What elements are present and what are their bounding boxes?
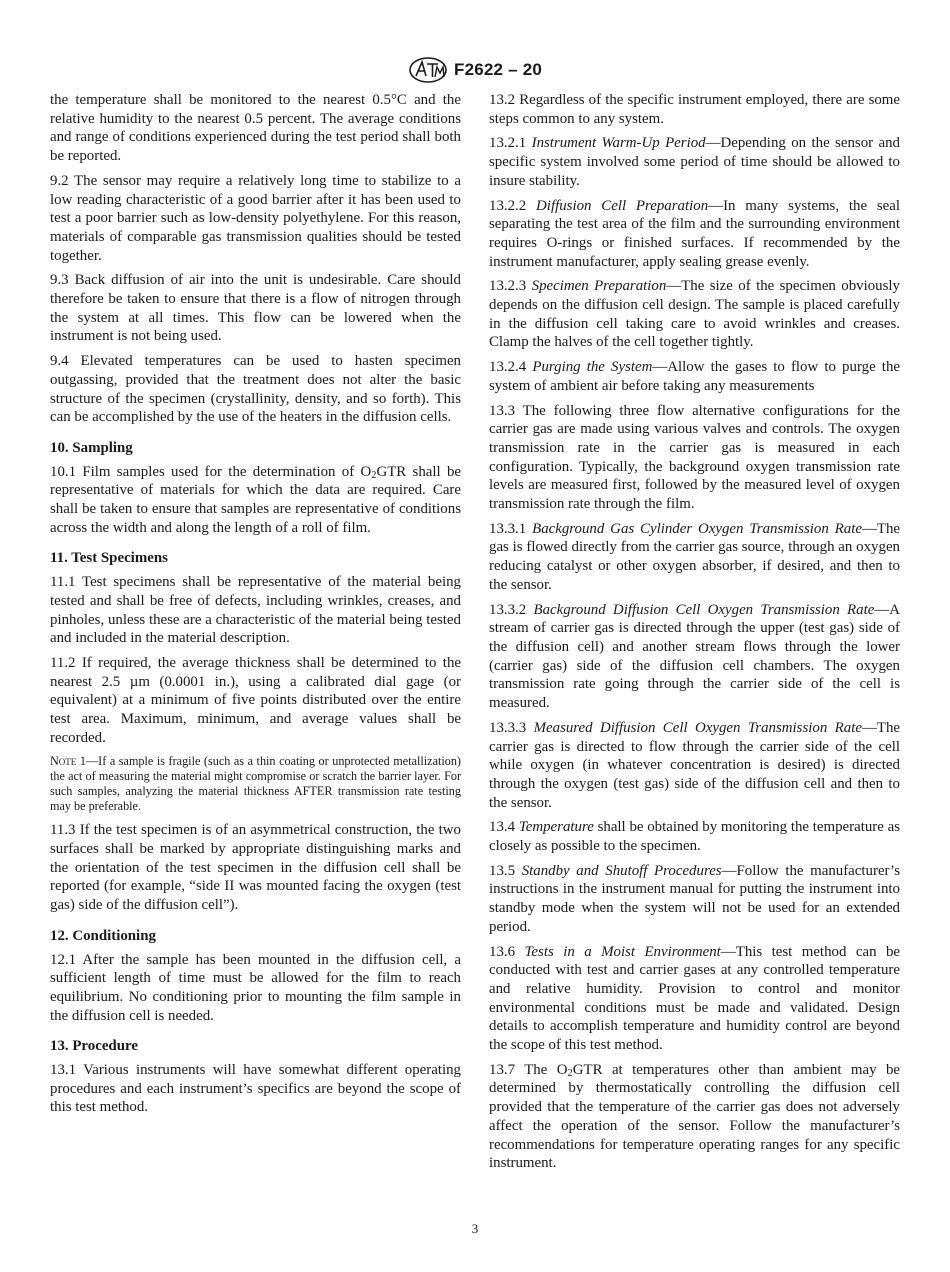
paragraph-9-4: 9.4 Elevated temperatures can be used to hasten specimen outgassing, provided that the treatment does not alter the basic structure of the specimen (crystallinity, density, and so forth). This can be accomplished by the use of the heaters in the diffusion cells. xyxy=(50,353,461,426)
paragraph-13-3-1: 13.3.1 Background Gas Cylinder Oxygen Transmission Rate—The gas is flowed directly from the carrier gas source, through an oxygen reducing catalyst or other oxygen absorber, if desired, and then to the sensor. xyxy=(489,520,900,593)
page-header xyxy=(0,56,950,84)
paragraph-9-3: 9.3 Back diffusion of air into the unit is undesirable. Care should therefore be taken to ensure that there is a flow of nitrogen through the system at all times. This flow can be lowered when the instrument is not being used. xyxy=(50,272,461,345)
paragraph-11-3: 11.3 If the test specimen is of an asymmetrical construction, the two surfaces shall be marked by appropriate distinguishing marks and the orientation of the test specimen in the diffusion cell shall be reported (for example, “side II was mounted facing the oxygen (test gas) side of the diffusion cell”). xyxy=(50,822,461,914)
paragraph-13-3-2: 13.3.2 Background Diffusion Cell Oxygen Transmission Rate—A stream of carrier gas is directed through the upper (test gas) side of the diffusion cell) and another stream flows through the lower (carrier gas) side of the diffusion cell chambers. The oxygen transmission rate going through the carrier side of the cell is measured. xyxy=(489,601,900,712)
right-column xyxy=(489,91,900,1179)
section-heading-12: 12. Conditioning xyxy=(50,927,156,944)
paragraph-13-1: 13.1 Various instruments will have somewhat different operating procedures and each instrument’s specifics are beyond the scope of this test method. xyxy=(50,1062,461,1116)
page-number: 3 xyxy=(471,1221,479,1236)
paragraph-13-2-2: 13.2.2 Diffusion Cell Preparation—In many systems, the seal separating the test area of the film and the surrounding environment requires O-rings or finished surfaces. If recommended by the instrument manufacturer, apply sealing grease evenly. xyxy=(489,197,901,270)
standard-id: F2622 – 20 xyxy=(453,60,542,79)
section-heading-13: 13. Procedure xyxy=(50,1038,138,1055)
section-heading-11: 11. Test Specimens xyxy=(50,550,168,567)
note-1: Note 1—If a sample is fragile (such as a thin coating or unprotected metallization) the act of measuring the material might compromise or scratch the barrier layer. For such samples, analyzing the material thickness AFTER transmission rate testing may be preferable. xyxy=(50,753,461,814)
section-heading-10: 10. Sampling xyxy=(50,439,133,456)
left-column xyxy=(50,91,461,1123)
paragraph-13-3-3: 13.3.3 Measured Diffusion Cell Oxygen Transmission Rate—The carrier gas is directed to flow through the carrier side of the cell while oxygen (in whatever concentration is desired) is directed through the oxygen (test gas) side of the diffusion cell and then to the sensor. xyxy=(489,719,900,811)
paragraph-13-7: 13.7 The $O_2GTR$ at temperatures other than ambient may be determined by thermostatically controlling the diffusion cell provided that the temperature of the carrier gas does not adversely affect the operation of the sensor. Follow the manufacturer’s recommendations for temperature operating ranges for any specific instrument. xyxy=(489,1061,901,1172)
paragraph-13-6: 13.6 Tests in a Moist Environment—This test method can be conducted with test and carrier gases at any controlled temperature and relative humidity. Provision to control and monitor environmental conditions must be made and validated. Design details to accomplish temperature and humidity control are beyond the scope of this test method. xyxy=(489,943,901,1054)
paragraph-11-2: 11.2 If required, the average thickness shall be determined to the nearest 2.5 µm (0.0001 in.), using a calibrated dial gage (or equivalent) at a minimum of five points distributed over the entire test area. Maximum, minimum, and average values shall be recorded. xyxy=(50,654,461,746)
paragraph-13-5: 13.5 Standby and Shutoff Procedures—Follow the manufacturer’s instructions in the instrument manual for putting the instrument into standby mode when the system will not be used for an extended period. xyxy=(489,862,900,935)
paragraph-13-4: 13.4 Temperature shall be obtained by monitoring the temperature as closely as possible to the specimen. xyxy=(489,819,901,855)
paragraph-13-2-4: 13.2.4 Purging the System—Allow the gases to flow to purge the system of ambient air before taking any measurements xyxy=(489,359,900,394)
paragraph-13-2: 13.2 Regardless of the specific instrument employed, there are some steps common to any system. xyxy=(489,92,900,127)
paragraph-12-1: 12.1 After the sample has been mounted in the diffusion cell, a sufficient length of time must be allowed for the film to reach equilibrium. No conditioning prior to mounting the film sample in the diffusion cell is needed. xyxy=(50,951,461,1024)
paragraph-10-1: 10.1 Film samples used for the determination of $O_2GTR$ shall be representative of materials for which the data are required. Care shall be taken to ensure that samples are representative of conditions across the width and along the length of a roll of film. xyxy=(50,463,462,536)
paragraph-13-3: 13.3 The following three flow alternative configurations for the carrier gas are made using various valves and controls. The oxygen transmission rate in the carrier gas is measured in each configuration. Typically, the background oxygen transmission rate levels are measured first, followed by the measured level of oxygen transmission rate through the film. xyxy=(489,402,900,513)
paragraph-13-2-3: 13.2.3 Specimen Preparation—The size of the specimen obviously depends on the diffusion cell design. The sample is placed carefully in the diffusion cell taking care to avoid wrinkles and creases. Clamp the halves of the cell together tightly. xyxy=(489,278,901,351)
paragraph-13-2-1: 13.2.1 Instrument Warm-Up Period—Depending on the sensor and specific system involved some period of time should be allowed to insure stability. xyxy=(489,135,900,189)
astm-logo-icon xyxy=(408,56,448,84)
paragraph-9-2: 9.2 The sensor may require a relatively long time to stabilize to a low reading characteristic of a good barrier after it has been used to test a poor barrier such as low-density polyethylene. For this reason, materials of comparable gas transmission qualities should be tested together. xyxy=(50,172,461,264)
paragraph-11-1: 11.1 Test specimens shall be representative of the material being tested and shall be free of defects, including wrinkles, creases, and pinholes, unless these are a characteristic of the material being tested and included in the material description. xyxy=(50,574,461,647)
paragraph-continued: the temperature shall be monitored to the nearest 0.5°C and the relative humidity to the nearest 0.5 percent. The average conditions and range of conditions experienced during the test period shall both be reported. xyxy=(50,92,461,165)
